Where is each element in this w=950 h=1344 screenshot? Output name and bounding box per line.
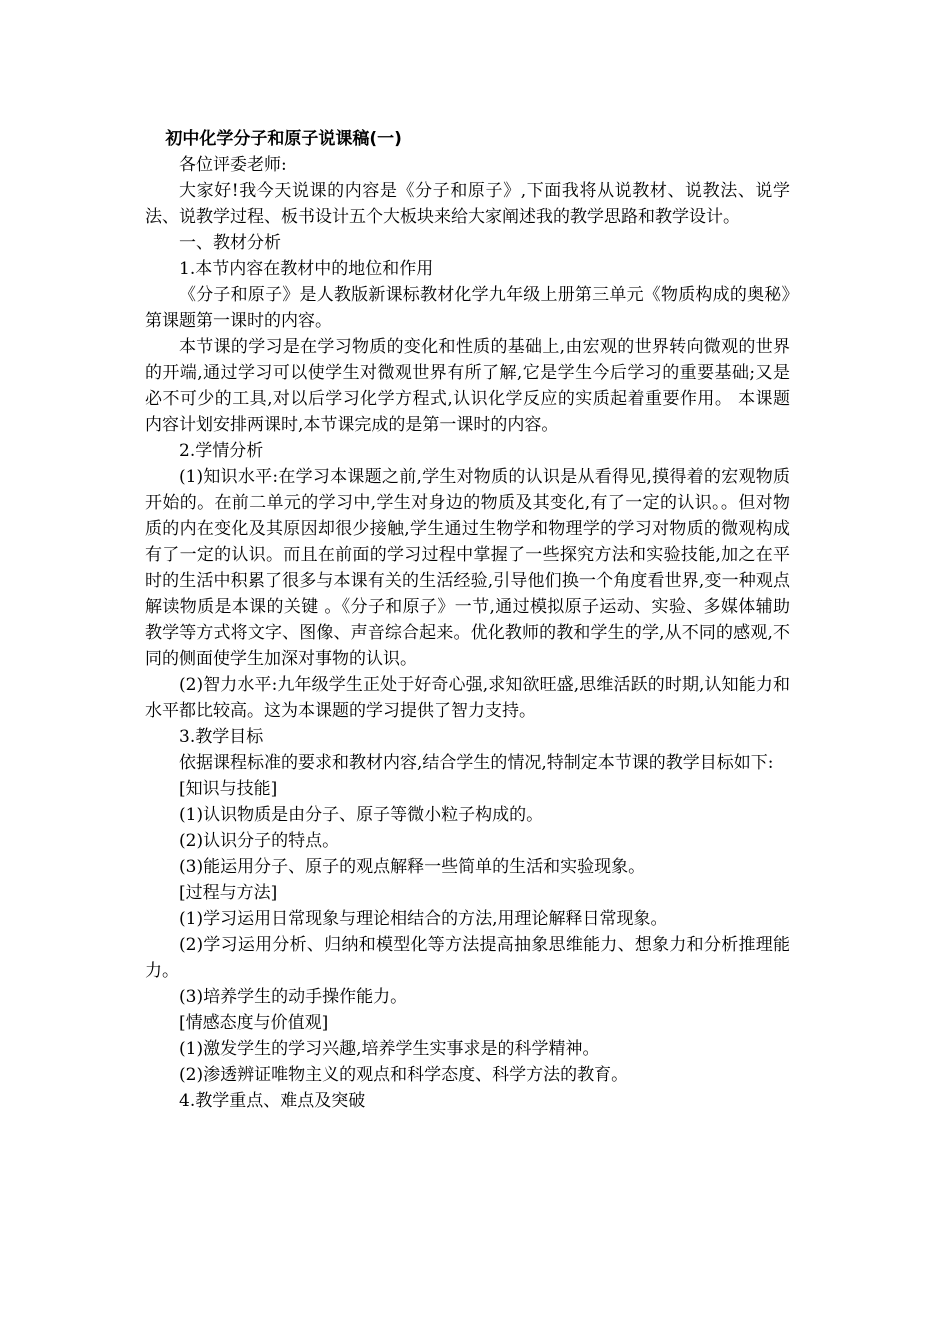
list-item: (2)学习运用分析、归纳和模型化等方法提高抽象思维能力、想象力和分析推理能力。 — [145, 935, 790, 981]
heading-subsection-2: 2.学情分析 — [179, 441, 264, 461]
document-title: 初中化学分子和原子说课稿(一) — [165, 129, 402, 149]
heading-subsection-1: 1.本节内容在教材中的地位和作用 — [179, 259, 434, 279]
heading-subsection-3: 3.教学目标 — [179, 727, 264, 747]
heading-section-1: 一、教材分析 — [179, 233, 281, 253]
paragraph-intro: 大家好!我今天说课的内容是《分子和原子》,下面我将从说教材、说教法、说学法、说教学过程、板书设计五个大板块来给大家阐述我的教学思路和教学设计。 — [145, 181, 790, 227]
paragraph-textbook-position: 《分子和原子》是人教版新课标教材化学九年级上册第三单元《物质构成的奥秘》第课题第一课时的内容。 — [145, 285, 790, 331]
paragraph-greeting: 各位评委老师: — [179, 155, 287, 175]
list-item: (1)学习运用日常现象与理论相结合的方法,用理论解释日常现象。 — [179, 909, 668, 929]
list-item: (3)能运用分子、原子的观点解释一些简单的生活和实验现象。 — [179, 857, 646, 877]
list-item: (1)认识物质是由分子、原子等微小粒子构成的。 — [179, 805, 544, 825]
list-item: (2)认识分子的特点。 — [179, 831, 340, 851]
heading-subsection-4: 4.教学重点、难点及突破 — [179, 1091, 366, 1111]
list-item: (2)渗透辨证唯物主义的观点和科学态度、科学方法的教育。 — [179, 1065, 629, 1085]
paragraph-lesson-role: 本节课的学习是在学习物质的变化和性质的基础上,由宏观的世界转向微观的世界的开端,通过学习可以使学生对微观世界有所了解,它是学生今后学习的重要基础;又是必不可少的工具,对以后学习化学方程式,认识化学反应的实质起着重要作用。 本课题内容计划安排两课时,本节课完成的是第一课时的内容。 — [145, 337, 790, 435]
paragraph-knowledge-level: (1)知识水平:在学习本课题之前,学生对物质的认识是从看得见,摸得着的宏观物质开始的。在前二单元的学习中,学生对身边的物质及其变化,有了一定的认识。。但对物质的内在变化及其原因却很少接触,学生通过生物学和物理学的学习对物质的微观构成有了一定的认识。而且在前面的学习过程中掌握了一些探究方法和实验技能,加之在平时的生活中积累了很多与本课有关的生活经验,引导他们换一个角度看世界,变一种观点解读物质是本课的关键 。《分子和原子》一节,通过模拟原子运动、实验、多媒体辅助教学等方式将文字、图像、声音综合起来。优化教师的教和学生的学,从不同的感观,不同的侧面使学生加深对事物的认识。 — [145, 467, 790, 669]
list-item: (1)激发学生的学习兴趣,培养学生实事求是的科学精神。 — [179, 1039, 600, 1059]
list-item: (3)培养学生的动手操作能力。 — [179, 987, 408, 1007]
paragraph-intelligence-level: (2)智力水平:九年级学生正处于好奇心强,求知欲旺盛,思维活跃的时期,认知能力和水平都比较高。这为本课题的学习提供了智力支持。 — [145, 675, 790, 721]
heading-attitudes-values: [情感态度与价值观] — [179, 1013, 329, 1033]
heading-knowledge-skills: [知识与技能] — [179, 779, 278, 799]
heading-process-methods: [过程与方法] — [179, 883, 278, 903]
paragraph-objectives-intro: 依据课程标准的要求和教材内容,结合学生的情况,特制定本节课的教学目标如下: — [179, 753, 774, 773]
document-body — [145, 126, 790, 1114]
